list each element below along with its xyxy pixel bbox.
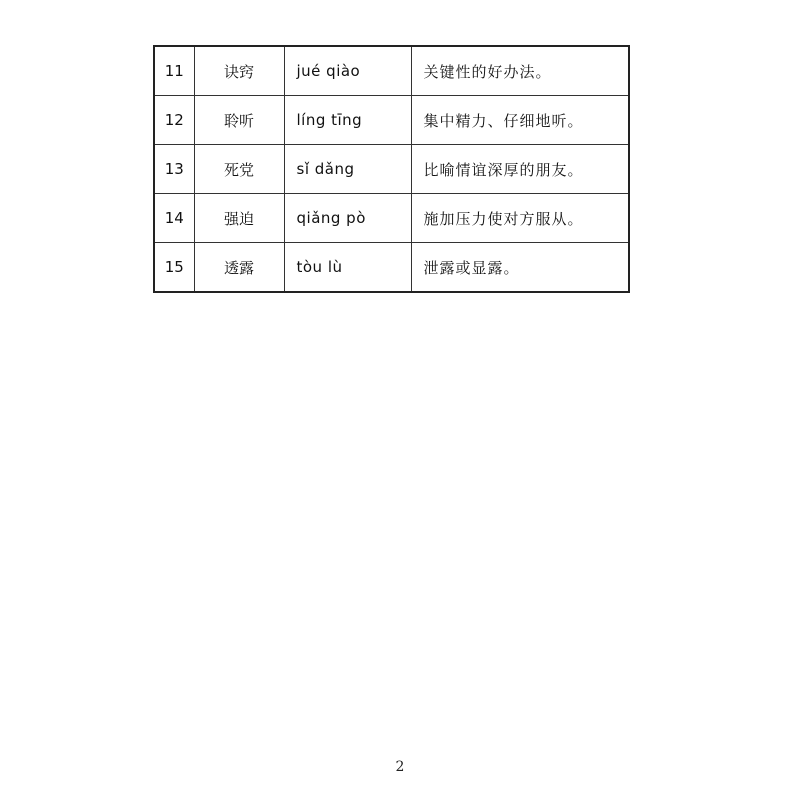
table-row xyxy=(154,96,629,145)
row-number: 13 xyxy=(154,145,194,194)
page-number: 2 xyxy=(395,759,405,775)
pinyin-cell: jué qiào xyxy=(284,46,411,96)
table-row xyxy=(154,243,629,293)
pinyin-cell: qiǎng pò xyxy=(284,194,411,243)
word-cell: 聆听 xyxy=(194,96,284,145)
definition-cell: 关键性的好办法。 xyxy=(411,46,629,96)
word-cell: 透露 xyxy=(194,243,284,293)
vocabulary-table-body xyxy=(154,46,629,292)
definition-cell: 施加压力使对方服从。 xyxy=(411,194,629,243)
row-number: 15 xyxy=(154,243,194,293)
pinyin-cell: líng tīng xyxy=(284,96,411,145)
row-number: 11 xyxy=(154,46,194,96)
vocabulary-table xyxy=(153,45,630,293)
table-row xyxy=(154,194,629,243)
table-row xyxy=(154,145,629,194)
definition-cell: 泄露或显露。 xyxy=(411,243,629,293)
table-row xyxy=(154,46,629,96)
pinyin-cell: tòu lù xyxy=(284,243,411,293)
definition-cell: 集中精力、仔细地听。 xyxy=(411,96,629,145)
row-number: 14 xyxy=(154,194,194,243)
word-cell: 死党 xyxy=(194,145,284,194)
row-number: 12 xyxy=(154,96,194,145)
definition-cell: 比喻情谊深厚的朋友。 xyxy=(411,145,629,194)
word-cell: 诀窍 xyxy=(194,46,284,96)
pinyin-cell: sǐ dǎng xyxy=(284,145,411,194)
word-cell: 强迫 xyxy=(194,194,284,243)
